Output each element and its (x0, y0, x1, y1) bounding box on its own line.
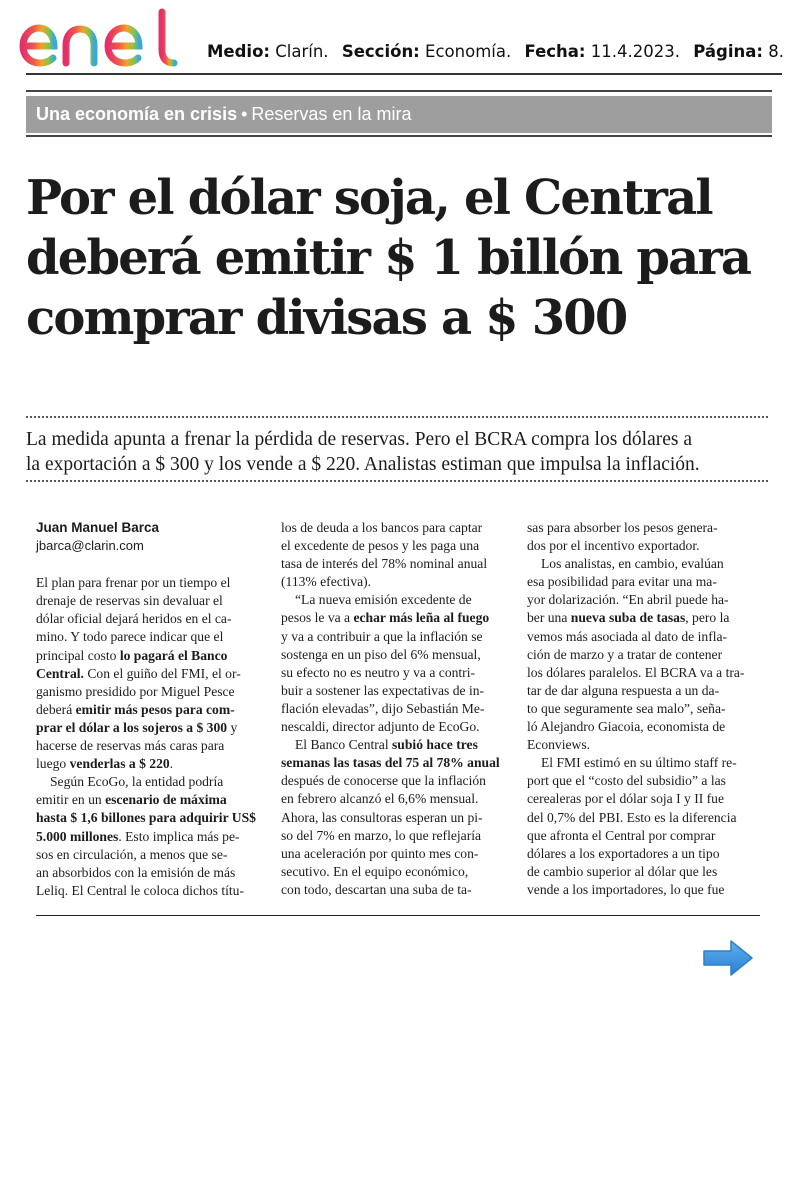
subhead-line: la exportación a $ 300 y los vende a $ 220. Analistas estiman que impulsa la inflación. (26, 454, 700, 475)
paragraph (527, 754, 755, 899)
text-line: tasa de interés del 78% nominal anual (281, 556, 488, 572)
text-line: luego venderlas a $ 220. (36, 756, 174, 772)
text-line: El plan para frenar por un tiempo el (36, 575, 231, 591)
subhead-bottom-divider (26, 480, 768, 482)
meta-pagina-label: Página: (693, 42, 763, 61)
section-band (26, 90, 772, 137)
text-line: y va a contribuir a que la inflación se (281, 628, 483, 644)
text-line: Según EcoGo, la entidad podría (50, 774, 224, 790)
enel-logo (14, 8, 184, 70)
text-line: semanas las tasas del 75 al 78% anual (281, 755, 500, 771)
header-divider (26, 73, 782, 75)
subhead-line: La medida apunta a frenar la pérdida de reservas. Pero el BCRA compra los dólares a (26, 429, 692, 450)
subheadline (26, 427, 776, 477)
text-line: Econviews. (527, 737, 591, 753)
text-line: yor dolarización. “En abril puede ha- (527, 592, 729, 608)
text-line: ganismo presidido por Miguel Pesce (36, 683, 235, 699)
text-line: so del 7% en marzo, lo que reflejaría (281, 827, 482, 843)
text-line: drenaje de reservas sin devaluar el (36, 593, 223, 609)
text-line: to que seguramente sea malo”, seña- (527, 700, 726, 716)
text-line: esa posibilidad para evitar una ma- (527, 574, 717, 590)
meta-seccion-value: Economía. (425, 42, 512, 61)
paragraph (281, 591, 509, 736)
text-line: con todo, descartan una suba de ta- (281, 881, 472, 897)
subhead-top-divider (26, 416, 768, 418)
paragraph (281, 519, 509, 591)
text-line: el excedente de pesos y les paga una (281, 538, 480, 554)
section-title: Una economía en crisis (36, 104, 238, 124)
text-line: sos en circulación, a menos que se- (36, 846, 228, 862)
text-line: ber una nueva suba de tasas, pero la (527, 610, 730, 626)
headline-line: deberá emitir $ 1 billón para (26, 230, 751, 286)
article-meta (207, 42, 784, 61)
text-line: El Banco Central subió hace tres (295, 737, 478, 753)
text-line: mino. Y todo parece indicar que el (36, 629, 224, 645)
enel-logo-icon (14, 8, 184, 70)
text-line: (113% efectiva). (281, 574, 372, 590)
text-line: los de deuda a los bancos para captar (281, 520, 483, 535)
article-column-2 (281, 519, 509, 899)
text-line: Los analistas, en cambio, evalúan (541, 556, 724, 572)
meta-fecha-value: 11.4.2023. (590, 42, 681, 61)
text-line: dólares a los exportadores a un tipo (527, 845, 720, 861)
paragraph (36, 574, 264, 773)
text-line: “La nueva emisión excedente de (295, 592, 472, 608)
text-line: hasta $ 1,6 billones para adquirir US$ (36, 810, 256, 826)
text-line: después de conocerse que la inflación (281, 773, 486, 789)
headline (26, 168, 776, 348)
text-line: de cambio superior al dólar que les (527, 863, 718, 879)
article-bottom-divider (36, 915, 760, 916)
paragraph (527, 519, 755, 555)
text-line: sostenga en un piso del 6% mensual, (281, 646, 481, 662)
byline-email: jbarca@clarin.com (36, 538, 144, 554)
paragraph (527, 555, 755, 754)
text-line: cerealeras por el dólar soja I y II fue (527, 791, 725, 807)
text-line: Leliq. El Central le coloca dichos títu- (36, 882, 244, 898)
paragraph (36, 773, 264, 900)
text-line: port que el “costo del subsidio” a las (527, 773, 726, 789)
meta-fecha-label: Fecha: (524, 42, 586, 61)
text-line: deberá emitir más pesos para com- (36, 701, 235, 717)
text-line: que afronta el Central por comprar (527, 827, 716, 843)
text-line: en febrero alcanzó el 6,6% mensual. (281, 791, 479, 807)
text-line: buir a sostener las expectativas de in- (281, 682, 485, 698)
article-column-3 (527, 519, 755, 899)
text-line: flación elevadas”, dijo Sebastián Me- (281, 700, 485, 716)
text-line: El FMI estimó en su último staff re- (541, 755, 737, 771)
text-line: hacerse de reservas más caras para (36, 738, 225, 754)
headline-line: comprar divisas a $ 300 (26, 290, 627, 346)
meta-medio-label: Medio: (207, 42, 271, 61)
text-line: vende a los importadores, lo que fue (527, 881, 725, 897)
text-line: dos por el incentivo exportador. (527, 538, 700, 554)
text-line: los dólares paralelos. El BCRA va a tra- (527, 664, 745, 680)
text-line: una aceleración por quinto mes con- (281, 845, 479, 861)
meta-seccion-label: Sección: (341, 42, 420, 61)
text-line: del 0,7% del PBI. Esto es la diferencia (527, 809, 737, 825)
text-line: secutivo. En el equipo económico, (281, 863, 469, 879)
headline-line: Por el dólar soja, el Central (26, 170, 712, 226)
paragraph (281, 736, 509, 899)
text-line: nescaldi, director adjunto de EcoGo. (281, 719, 480, 735)
text-line: dólar oficial dejará heridos en el ca- (36, 611, 232, 627)
text-line: su efecto no es neutro y va a contri- (281, 664, 476, 680)
section-separator: • (241, 104, 248, 124)
byline-name: Juan Manuel Barca (36, 520, 160, 535)
section-topic: Reservas en la mira (251, 104, 412, 124)
text-line: sas para absorber los pesos genera- (527, 520, 718, 535)
text-line: 5.000 millones. Esto implica más pe- (36, 828, 240, 844)
right-arrow-icon[interactable] (701, 938, 755, 978)
text-line: pesos le va a echar más leña al fuego (281, 610, 490, 626)
text-line: emitir en un escenario de máxima (36, 792, 227, 808)
text-line: Central. Con el guiño del FMI, el or- (36, 665, 241, 681)
text-line: tar de dar alguna respuesta a un da- (527, 682, 720, 698)
meta-pagina-value: 8. (768, 42, 784, 61)
text-line: an absorbidos con la emisión de más (36, 864, 236, 880)
text-line: Ahora, las consultoras esperan un pi- (281, 809, 483, 825)
meta-medio-value: Clarín. (275, 42, 329, 61)
text-line: ción de marzo y a tratar de contener (527, 646, 723, 662)
text-line: prar el dólar a los sojeros a $ 300 y (36, 719, 238, 735)
text-line: ló Alejandro Giacoia, economista de (527, 719, 726, 735)
text-line: vemos más asociada al dato de infla- (527, 628, 728, 644)
next-page-button[interactable] (701, 938, 755, 978)
article-column-1 (36, 519, 264, 900)
text-line: principal costo lo pagará el Banco (36, 647, 228, 663)
